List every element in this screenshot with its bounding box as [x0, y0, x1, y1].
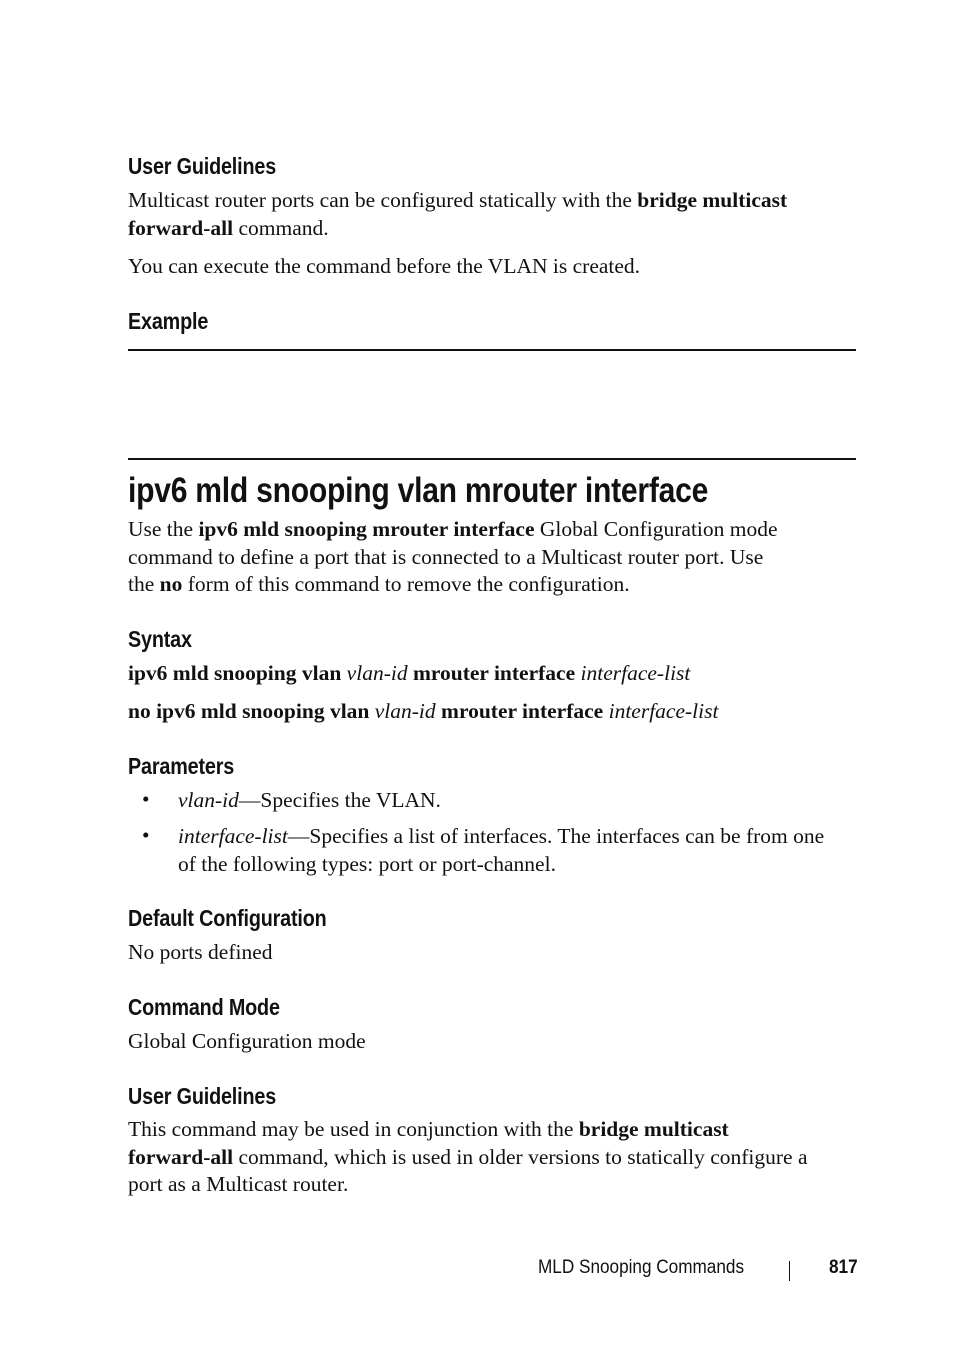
command-mode-text: Global Configuration mode	[128, 1029, 366, 1053]
param-name: vlan-id	[178, 788, 239, 812]
ug2-text: This command may be used in conjunction with the	[128, 1117, 579, 1141]
syntax-param: vlan-id	[346, 661, 408, 685]
parameters-heading: Parameters	[128, 753, 235, 779]
command-description	[128, 516, 778, 599]
command-divider	[128, 458, 856, 460]
syntax-keyword: no ipv6 mld snooping vlan	[128, 699, 375, 723]
parameter-interface-list	[178, 823, 824, 878]
user-guidelines-paragraph-1	[128, 187, 787, 242]
desc-command-ref: ipv6 mld snooping mrouter interface	[198, 517, 535, 541]
desc-text: the	[128, 572, 160, 596]
example-divider-top	[128, 349, 856, 351]
ug-text: Multicast router ports can be configured statically with the	[128, 188, 638, 212]
ug2-text: command, which is used in older versions to statically configure a	[233, 1144, 808, 1169]
desc-text: Use the	[128, 517, 199, 541]
user-guidelines-paragraph-2: You can execute the command before the VLAN is created.	[128, 254, 641, 278]
param-name: interface-list	[178, 824, 288, 848]
bullet-icon: •	[142, 823, 150, 847]
ug-command-ref: bridge multicast	[637, 188, 788, 212]
default-configuration-heading: Default Configuration	[128, 905, 327, 931]
ug-text-end: command.	[233, 215, 329, 240]
syntax-param: vlan-id	[374, 699, 436, 723]
syntax-param: interface-list	[580, 661, 691, 685]
example-heading: Example	[128, 308, 209, 334]
command-mode-heading: Command Mode	[128, 994, 280, 1020]
syntax-param: interface-list	[608, 699, 719, 723]
ug-command-ref-cont: forward-all	[128, 215, 234, 240]
user-guidelines-heading-2: User Guidelines	[128, 1083, 277, 1109]
parameter-vlan-id	[178, 787, 441, 815]
param-desc: —Specifies a list of interfaces. The interfaces can be from one	[287, 824, 825, 848]
desc-text: command to define a port that is connected to a Multicast router port. Use	[128, 544, 764, 569]
syntax-keyword: mrouter interface	[435, 699, 609, 723]
syntax-line-2	[128, 698, 718, 726]
user-guidelines-paragraph-3	[128, 1116, 807, 1199]
desc-text: Global Configuration mode	[534, 517, 778, 541]
ug2-text: port as a Multicast router.	[128, 1172, 349, 1196]
syntax-heading: Syntax	[128, 626, 192, 652]
param-desc: —Specifies the VLAN.	[238, 788, 441, 812]
desc-text: form of this command to remove the configuration.	[182, 572, 630, 596]
user-guidelines-heading: User Guidelines	[128, 153, 277, 179]
desc-no-keyword: no	[159, 572, 183, 596]
command-title: ipv6 mld snooping vlan mrouter interface	[128, 471, 709, 510]
bullet-icon: •	[142, 787, 150, 811]
ug2-command-ref-cont: forward-all	[128, 1144, 234, 1169]
default-configuration-text: No ports defined	[128, 940, 273, 964]
footer-section-name: MLD Snooping Commands	[538, 1256, 745, 1278]
param-desc: of the following types: port or port-channel.	[178, 851, 556, 876]
ug2-command-ref: bridge multicast	[578, 1117, 729, 1141]
page-number: 817	[829, 1256, 858, 1278]
syntax-line-1	[128, 660, 690, 688]
syntax-keyword: ipv6 mld snooping vlan	[128, 661, 347, 685]
syntax-keyword: mrouter interface	[407, 661, 581, 685]
footer-separator	[789, 1261, 790, 1281]
